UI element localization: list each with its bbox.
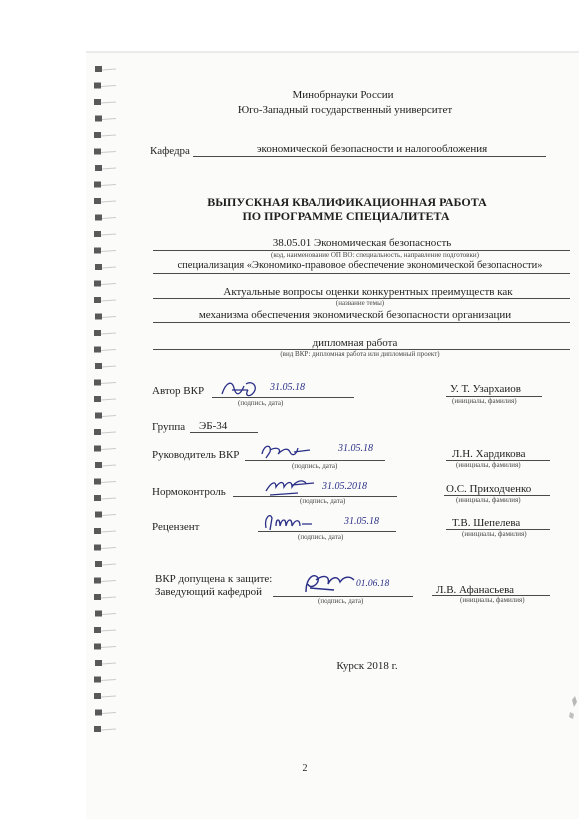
normcontrol-name: О.С. Приходченко — [446, 483, 532, 495]
topic-underline-2 — [153, 322, 570, 323]
author-sign-date: 31.05.18 — [270, 382, 305, 393]
binding-hole — [94, 677, 116, 683]
reviewer-signature — [260, 508, 320, 534]
binding-hole — [95, 561, 116, 567]
binding-hole — [94, 545, 116, 551]
group-label: Группа — [152, 421, 186, 433]
ministry-name: Минобрнауки России — [292, 89, 394, 101]
reviewer-name: Т.В. Шепелева — [452, 517, 521, 529]
reviewer-sig-caption: (подпись, дата) — [298, 533, 344, 541]
binding-hole — [94, 297, 116, 303]
binding-hole — [94, 347, 116, 353]
binding-hole — [94, 644, 116, 650]
work-type-value: дипломная работа — [312, 337, 398, 349]
binding-hole — [95, 314, 116, 320]
topic-line2: механизма обеспечения экономической безопасности организации — [198, 309, 512, 321]
author-signature — [218, 378, 268, 400]
binding-hole — [94, 495, 116, 501]
binding-hole — [94, 248, 116, 254]
supervisor-sig-caption: (подпись, дата) — [292, 462, 338, 470]
author-name-caption: (инициалы, фамилия) — [452, 397, 517, 405]
supervisor-name: Л.Н. Хардикова — [452, 448, 526, 460]
department-label: Кафедра — [150, 145, 190, 157]
binding-hole — [94, 396, 116, 402]
binding-hole — [94, 330, 116, 336]
head-sign-date: 01.06.18 — [356, 579, 390, 589]
author-name: У. Т. Узархаиов — [450, 383, 521, 395]
normcontrol-label: Нормоконтроль — [152, 486, 226, 498]
normcontrol-sign-date: 31.05.2018 — [322, 481, 367, 492]
binding-hole — [95, 660, 116, 666]
binding-hole — [94, 231, 116, 237]
specialty-caption: (код, наименование ОП ВО: специальность, направление подготовки) — [271, 251, 479, 259]
head-sig-caption: (подпись, дата) — [318, 597, 364, 605]
head-name-caption: (инициалы, фамилия) — [460, 596, 525, 604]
topic-line1: Актуальные вопросы оценки конкурентных преимуществ как — [223, 286, 513, 298]
binding-hole — [95, 611, 116, 617]
reviewer-label: Рецензент — [152, 521, 200, 533]
city-year: Курск 2018 г. — [336, 660, 398, 672]
binding-hole — [95, 215, 116, 221]
binding-hole — [95, 462, 116, 468]
specialization-underline — [153, 273, 570, 274]
binding-hole — [94, 578, 116, 584]
binding-hole — [95, 165, 116, 171]
binding-hole — [94, 528, 116, 534]
binding-hole — [94, 149, 116, 155]
binding-hole — [95, 264, 116, 270]
page-number: 2 — [302, 763, 308, 774]
binding-hole — [94, 693, 116, 699]
department-value: экономической безопасности и налогообложения — [256, 143, 488, 155]
admission-line: ВКР допущена к защите: — [155, 573, 273, 585]
binding-hole — [94, 380, 116, 386]
work-type-caption: (вид ВКР: дипломная работа или дипломный проект) — [280, 350, 440, 358]
binding-hole — [94, 182, 116, 188]
university-name: Юго-Западный государственный университет — [237, 104, 453, 116]
binding-hole — [95, 363, 116, 369]
supervisor-signature — [258, 440, 316, 462]
spiral-binding — [86, 60, 126, 740]
head-of-department-label: Заведующий кафедрой — [155, 586, 262, 598]
specialty-value: 38.05.01 Экономическая безопасность — [272, 237, 452, 249]
author-sig-caption: (подпись, дата) — [238, 399, 284, 407]
supervisor-label: Руководитель ВКР — [152, 449, 240, 461]
topic-caption: (название темы) — [335, 299, 385, 307]
document-title-line2: ПО ПРОГРАММЕ СПЕЦИАЛИТЕТА — [242, 209, 450, 223]
group-value: ЭБ-34 — [199, 420, 228, 432]
normcontrol-signature — [262, 475, 318, 499]
binding-hole — [95, 512, 116, 518]
binding-hole — [94, 132, 116, 138]
binding-hole — [94, 198, 116, 204]
binding-hole — [94, 99, 116, 105]
normcontrol-name-caption: (инициалы, фамилия) — [456, 496, 521, 504]
head-name: Л.В. Афанасьева — [436, 584, 515, 596]
binding-hole — [94, 594, 116, 600]
reviewer-sign-date: 31.05.18 — [344, 516, 379, 527]
head-signature — [300, 568, 362, 598]
group-underline — [190, 432, 258, 433]
department-underline — [193, 156, 546, 157]
binding-hole — [94, 429, 116, 435]
binding-hole — [95, 116, 116, 122]
binding-hole — [94, 281, 116, 287]
binding-hole — [94, 627, 116, 633]
normcontrol-sig-caption: (подпись, дата) — [300, 497, 346, 505]
supervisor-name-caption: (инициалы, фамилия) — [456, 461, 521, 469]
binding-hole — [95, 66, 116, 72]
binding-hole — [94, 446, 116, 452]
binding-hole — [95, 710, 116, 716]
binding-hole — [94, 726, 116, 732]
supervisor-sign-date: 31.05.18 — [338, 443, 373, 454]
author-label: Автор ВКР — [152, 385, 205, 397]
binding-hole — [94, 83, 116, 89]
document-title-line1: ВЫПУСКНАЯ КВАЛИФИКАЦИОННАЯ РАБОТА — [207, 195, 487, 209]
binding-hole — [94, 479, 116, 485]
reviewer-name-caption: (инициалы, фамилия) — [462, 530, 527, 538]
binding-hole — [95, 413, 116, 419]
specialization-value: специализация «Экономико-правовое обеспечение экономической безопасности» — [177, 260, 543, 271]
